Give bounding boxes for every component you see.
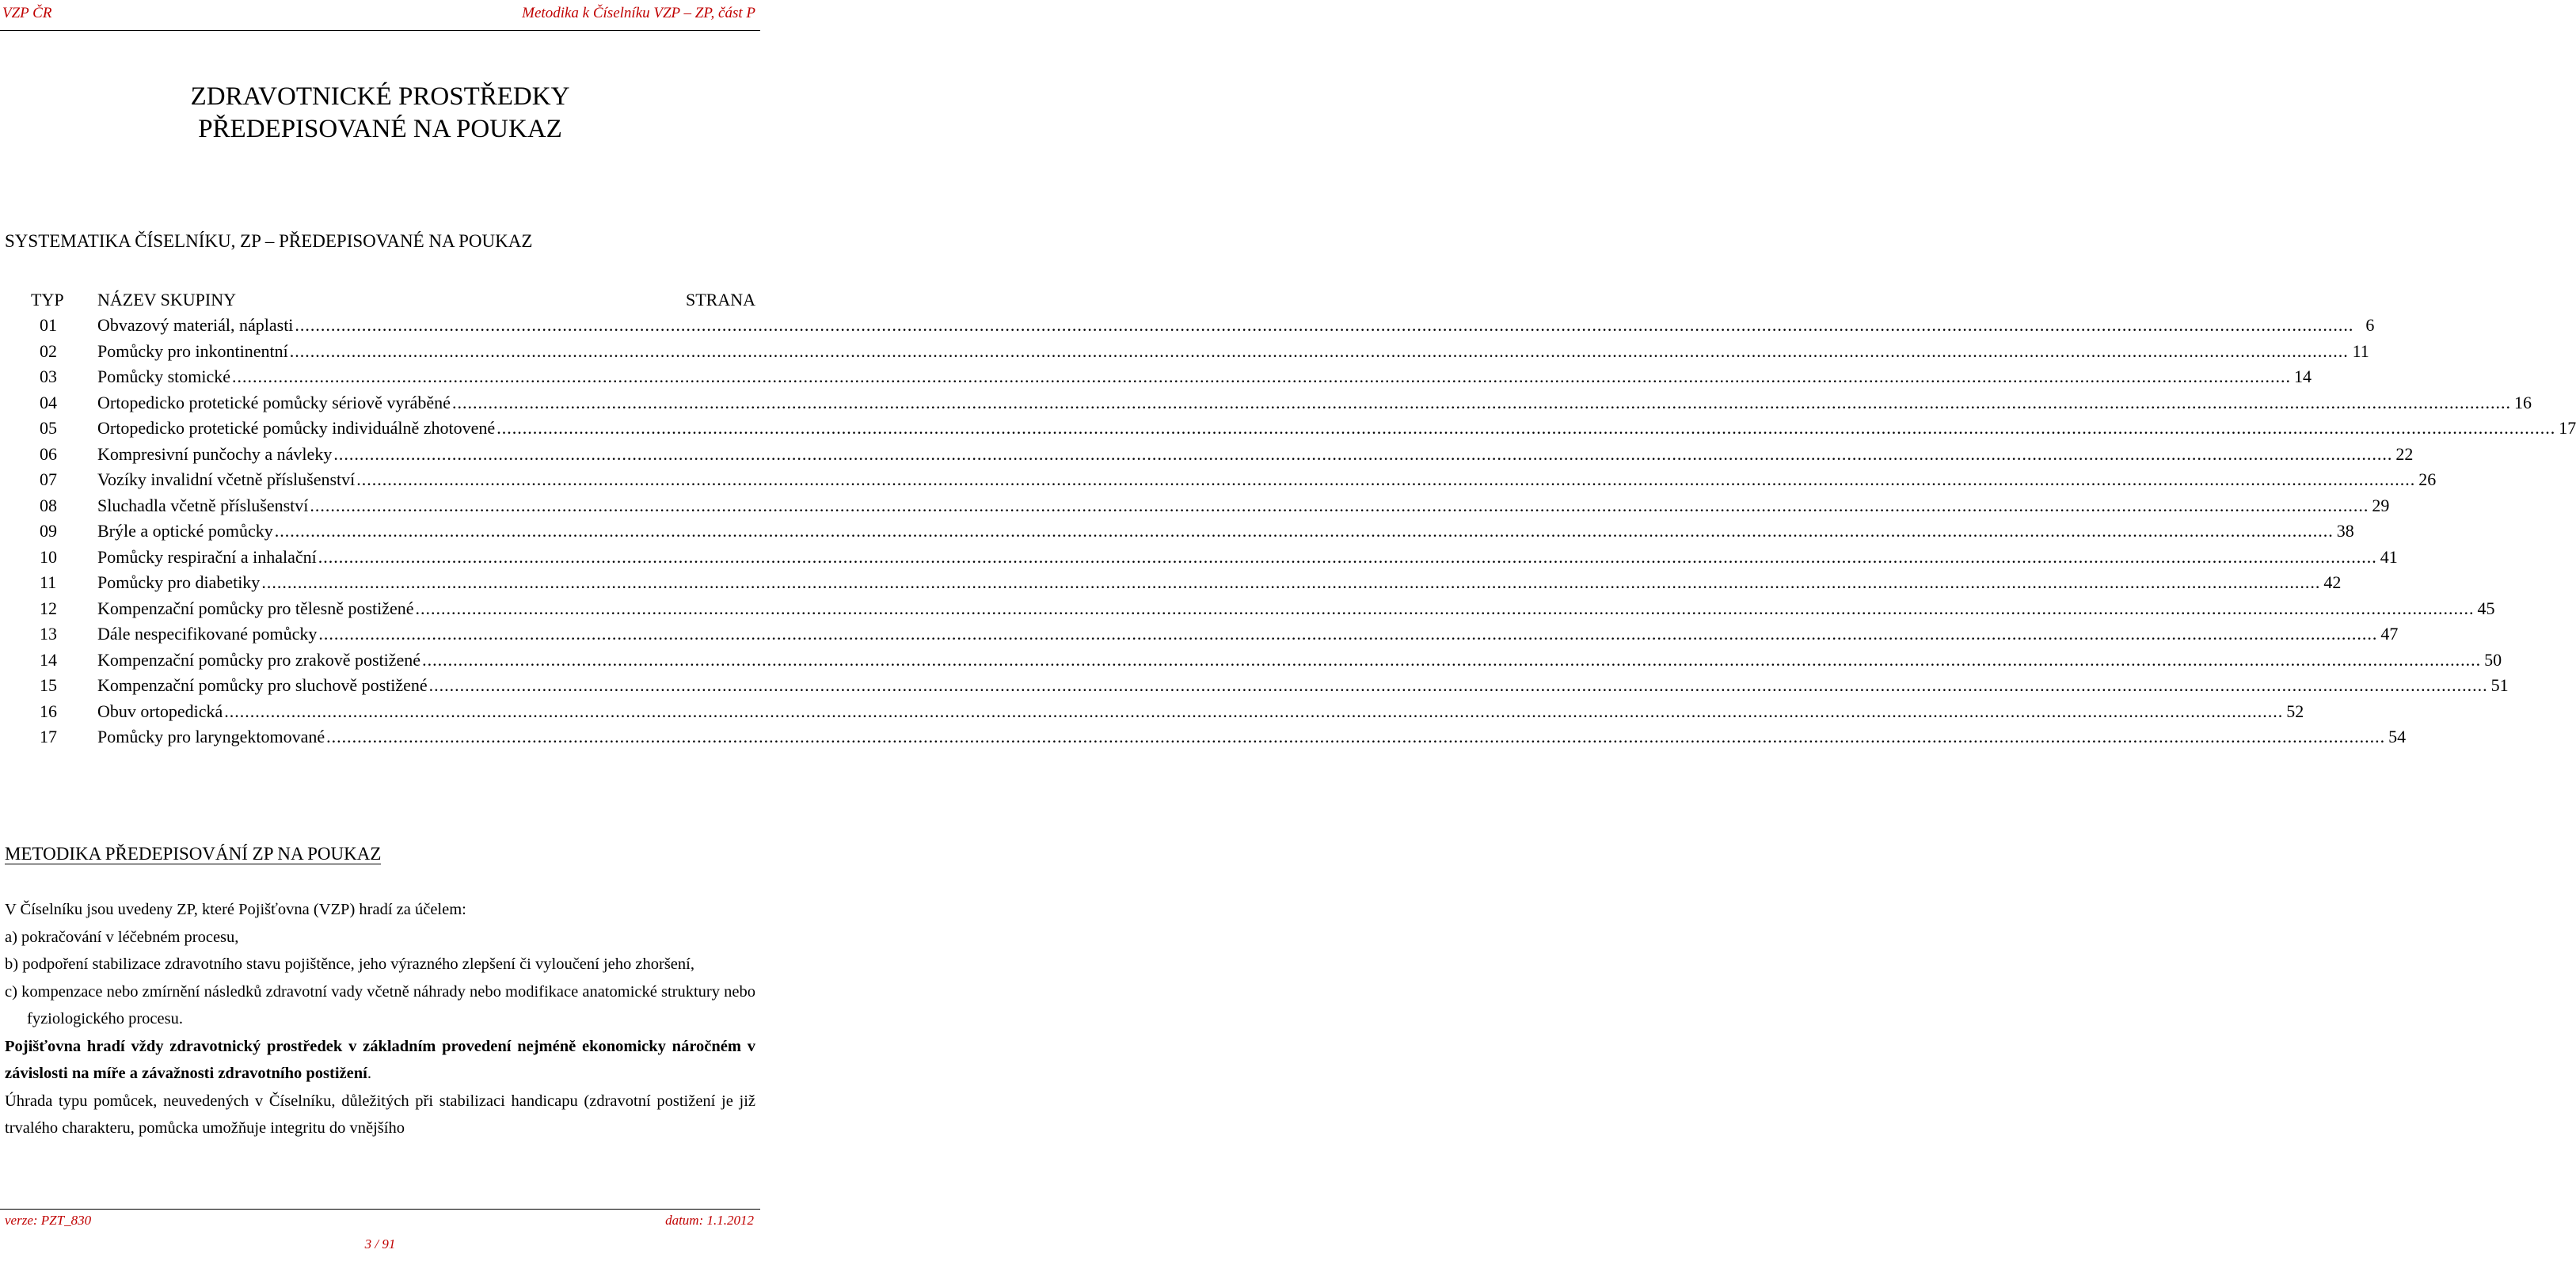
toc-row-type: 13: [40, 624, 57, 644]
toc-row-line: [97, 367, 2312, 387]
toc-row-name: Brýle a optické pomůcky: [97, 521, 273, 541]
toc-row-name: Pomůcky stomické: [97, 367, 231, 386]
toc-row-name: Pomůcky respirační a inhalační: [97, 546, 317, 567]
toc-row-type: 06: [40, 443, 57, 464]
page-title: [0, 81, 760, 146]
toc-row-line: [97, 392, 2532, 413]
toc-row-type: 05: [40, 418, 57, 438]
toc-row-type: 15: [40, 675, 57, 695]
footer-rule: [0, 1209, 760, 1211]
metodika-heading-text: METODIKA PŘEDEPISOVÁNÍ ZP NA POUKAZ: [5, 844, 382, 864]
toc-row-type: 04: [40, 392, 57, 412]
toc-row: [0, 598, 2495, 624]
toc-row-page: 11: [2352, 340, 2369, 361]
bold-end: .: [367, 1065, 371, 1082]
toc-row: [0, 624, 2399, 649]
item-a: a) pokračování v léčebném procesu,: [5, 928, 239, 946]
toc-row-type: 08: [40, 495, 57, 515]
toc-row-type: 11: [40, 572, 57, 592]
toc-row-type: 17: [40, 727, 57, 746]
toc-row-line: [97, 598, 2495, 619]
toc-row-name: Vozíky invalidní včetně příslušenství: [97, 469, 356, 489]
page-header: [0, 3, 760, 31]
toc-row-name: Ortopedicko protetické pomůcky individuálně zhotovené: [97, 418, 496, 438]
metodika-heading: [5, 844, 381, 864]
toc-row-page: 45: [2477, 598, 2495, 618]
toc-row-name: Obvazový materiál, náplasti: [97, 315, 294, 335]
toc-row-line: [97, 469, 2437, 490]
toc-row-leader: ................................................................................................................................................................................................................................................................................................................................................................................................................: [261, 572, 2321, 592]
toc-row-type: 07: [40, 469, 57, 489]
toc-row-leader: ................................................................................................................................................................................................................................................................................................................................................................................................................: [274, 521, 2334, 541]
toc-row-leader: ................................................................................................................................................................................................................................................................................................................................................................................................................: [310, 495, 2369, 515]
toc-row: [0, 649, 2502, 675]
toc-row-page: 42: [2323, 572, 2342, 592]
toc-header-row: [0, 290, 760, 313]
toc-row-page: 50: [2484, 649, 2502, 670]
toc-row-page: 51: [2490, 675, 2509, 695]
item-b: b) podpoření stabilizace zdravotního stavu pojištěnce, jeho výrazného zlepšení či vyloučení jeho zhoršení,: [5, 955, 694, 973]
toc-row-name: Sluchadla včetně příslušenství: [97, 495, 309, 515]
toc-row-leader: ................................................................................................................................................................................................................................................................................................................................................................................................................: [232, 367, 2292, 386]
toc-row-leader: ................................................................................................................................................................................................................................................................................................................................................................................................................: [318, 624, 2378, 644]
footer-date: datum: 1.1.2012: [665, 1213, 754, 1228]
toc-row-line: [97, 315, 2375, 336]
toc-row-leader: ................................................................................................................................................................................................................................................................................................................................................................................................................: [451, 392, 2511, 412]
toc-row-line: [97, 675, 2509, 696]
toc-row-page: 22: [2395, 443, 2414, 464]
toc-row-name: Pomůcky pro diabetiky: [97, 572, 261, 592]
toc-row: [0, 701, 2304, 727]
toc-col-page: STRANA: [685, 290, 755, 310]
toc-row-name: Kompenzační pomůcky pro sluchově postižené: [97, 675, 428, 695]
toc-row-leader: ................................................................................................................................................................................................................................................................................................................................................................................................................: [415, 598, 2475, 618]
toc-row-line: [97, 727, 2407, 747]
title-line-1: ZDRAVOTNICKÉ PROSTŘEDKY: [190, 82, 570, 111]
toc-row-leader: ................................................................................................................................................................................................................................................................................................................................................................................................................: [333, 443, 2393, 464]
toc-row-type: 10: [40, 546, 57, 567]
toc-row-page: 29: [2372, 495, 2390, 515]
footer-page-number: 3 / 91: [364, 1236, 396, 1252]
toc-row: [0, 495, 2390, 521]
toc-row-line: [97, 624, 2399, 644]
toc-row-type: 03: [40, 367, 57, 386]
toc-row-leader: ................................................................................................................................................................................................................................................................................................................................................................................................................: [318, 546, 2377, 567]
toc-row-line: [97, 572, 2342, 593]
bold-text: Pojišťovna hradí vždy zdravotnický prostředek v základním provedení nejméně ekonomicky náročném v závislosti na míře a závažnosti zdravotního postižení: [5, 1037, 755, 1082]
toc-row: [0, 367, 2312, 392]
bold-paragraph: [5, 1033, 755, 1088]
toc-row-name: Kompenzační pomůcky pro zrakově postižené: [97, 649, 421, 670]
toc-col-typ: TYP: [31, 290, 64, 310]
toc-col-name: NÁZEV SKUPINY: [97, 290, 236, 310]
toc-row-leader: ................................................................................................................................................................................................................................................................................................................................................................................................................: [428, 675, 2488, 695]
toc-row-leader: ................................................................................................................................................................................................................................................................................................................................................................................................................: [356, 469, 2416, 489]
toc-row-line: [97, 340, 2369, 362]
toc-row: [0, 340, 2369, 367]
toc-row-line: [97, 418, 2576, 439]
toc-row-leader: ................................................................................................................................................................................................................................................................................................................................................................................................................: [326, 727, 2386, 746]
toc-row-name: Dále nespecifikované pomůcky: [97, 624, 318, 644]
intro-paragraph: V Číselníku jsou uvedeny ZP, které Pojišťovna (VZP) hradí za účelem:: [5, 901, 466, 918]
toc-row-page: 38: [2336, 521, 2354, 541]
toc-row: [0, 572, 2342, 598]
toc-row-name: Kompenzační pomůcky pro tělesně postižené: [97, 598, 414, 618]
toc-row-line: [97, 495, 2390, 516]
toc-row-name: Kompresivní punčochy a návleky: [97, 443, 333, 464]
title-line-2: PŘEDEPISOVANÉ NA POUKAZ: [198, 115, 562, 143]
toc-row: [0, 727, 2407, 752]
toc-row-page: 52: [2286, 701, 2304, 721]
toc-row: [0, 546, 2398, 572]
toc-row-name: Pomůcky pro laryngektomované: [97, 727, 325, 746]
toc-row: [0, 315, 2375, 340]
toc-row-type: 16: [40, 701, 57, 721]
toc-row-type: 09: [40, 521, 57, 541]
toc-row-page: 17: [2559, 418, 2576, 438]
header-right: Metodika k Číselníku VZP – ZP, část P: [522, 5, 755, 21]
toc-row-line: [97, 521, 2354, 541]
toc-row-name: Ortopedicko protetické pomůcky sériově vyráběné: [97, 392, 451, 412]
toc-row: [0, 469, 2437, 495]
toc-row: [0, 443, 2414, 469]
toc-row-page: 41: [2380, 546, 2398, 567]
toc-row-leader: ................................................................................................................................................................................................................................................................................................................................................................................................................: [422, 649, 2482, 670]
toc-row-page: 47: [2380, 624, 2399, 644]
toc-row-type: 12: [40, 598, 57, 618]
toc-row: [0, 392, 2532, 418]
toc-row-page: 14: [2294, 367, 2312, 386]
toc-row-name: Pomůcky pro inkontinentní: [97, 340, 288, 361]
toc-row-type: 01: [40, 315, 57, 335]
toc-row-line: [97, 649, 2502, 670]
toc-row-line: [97, 443, 2414, 465]
toc-row-page: 54: [2388, 727, 2407, 746]
item-c: c) kompenzace nebo zmírnění následků zdravotní vady včetně náhrady nebo modifikace anatomické struktury nebo fyziologického procesu.: [5, 982, 755, 1027]
systematika-heading: SYSTEMATIKA ČÍSELNÍKU, ZP – PŘEDEPISOVANÉ NA POUKAZ: [5, 231, 533, 251]
toc-row-line: [97, 546, 2398, 568]
last-paragraph: Úhrada typu pomůcek, neuvedených v Číselníku, důležitých při stabilizaci handicapu (zdravotní postižení je již trvalého charakteru, pomůcka umožňuje integritu do vnějšího: [5, 1092, 755, 1137]
toc-row: [0, 418, 2576, 443]
toc-row-line: [97, 701, 2304, 722]
toc-row-page: 6: [2365, 315, 2375, 335]
toc-row-type: 02: [40, 340, 57, 361]
toc-row: [0, 521, 2354, 546]
toc-row-page: 16: [2513, 392, 2532, 412]
footer-version: verze: PZT_830: [5, 1213, 92, 1228]
toc-row-leader: ................................................................................................................................................................................................................................................................................................................................................................................................................: [224, 701, 2284, 721]
toc-row-leader: ................................................................................................................................................................................................................................................................................................................................................................................................................: [289, 340, 2349, 361]
toc-row: [0, 675, 2509, 701]
toc-row-type: 14: [40, 649, 57, 670]
header-left: VZP ČR: [2, 5, 52, 21]
toc-row-leader: ................................................................................................................................................................................................................................................................................................................................................................................................................: [295, 315, 2354, 335]
toc-row-page: 26: [2418, 469, 2437, 489]
toc-row-leader: ................................................................................................................................................................................................................................................................................................................................................................................................................: [497, 418, 2556, 438]
toc-row-name: Obuv ortopedická: [97, 701, 223, 721]
metodika-body: [5, 896, 755, 1142]
